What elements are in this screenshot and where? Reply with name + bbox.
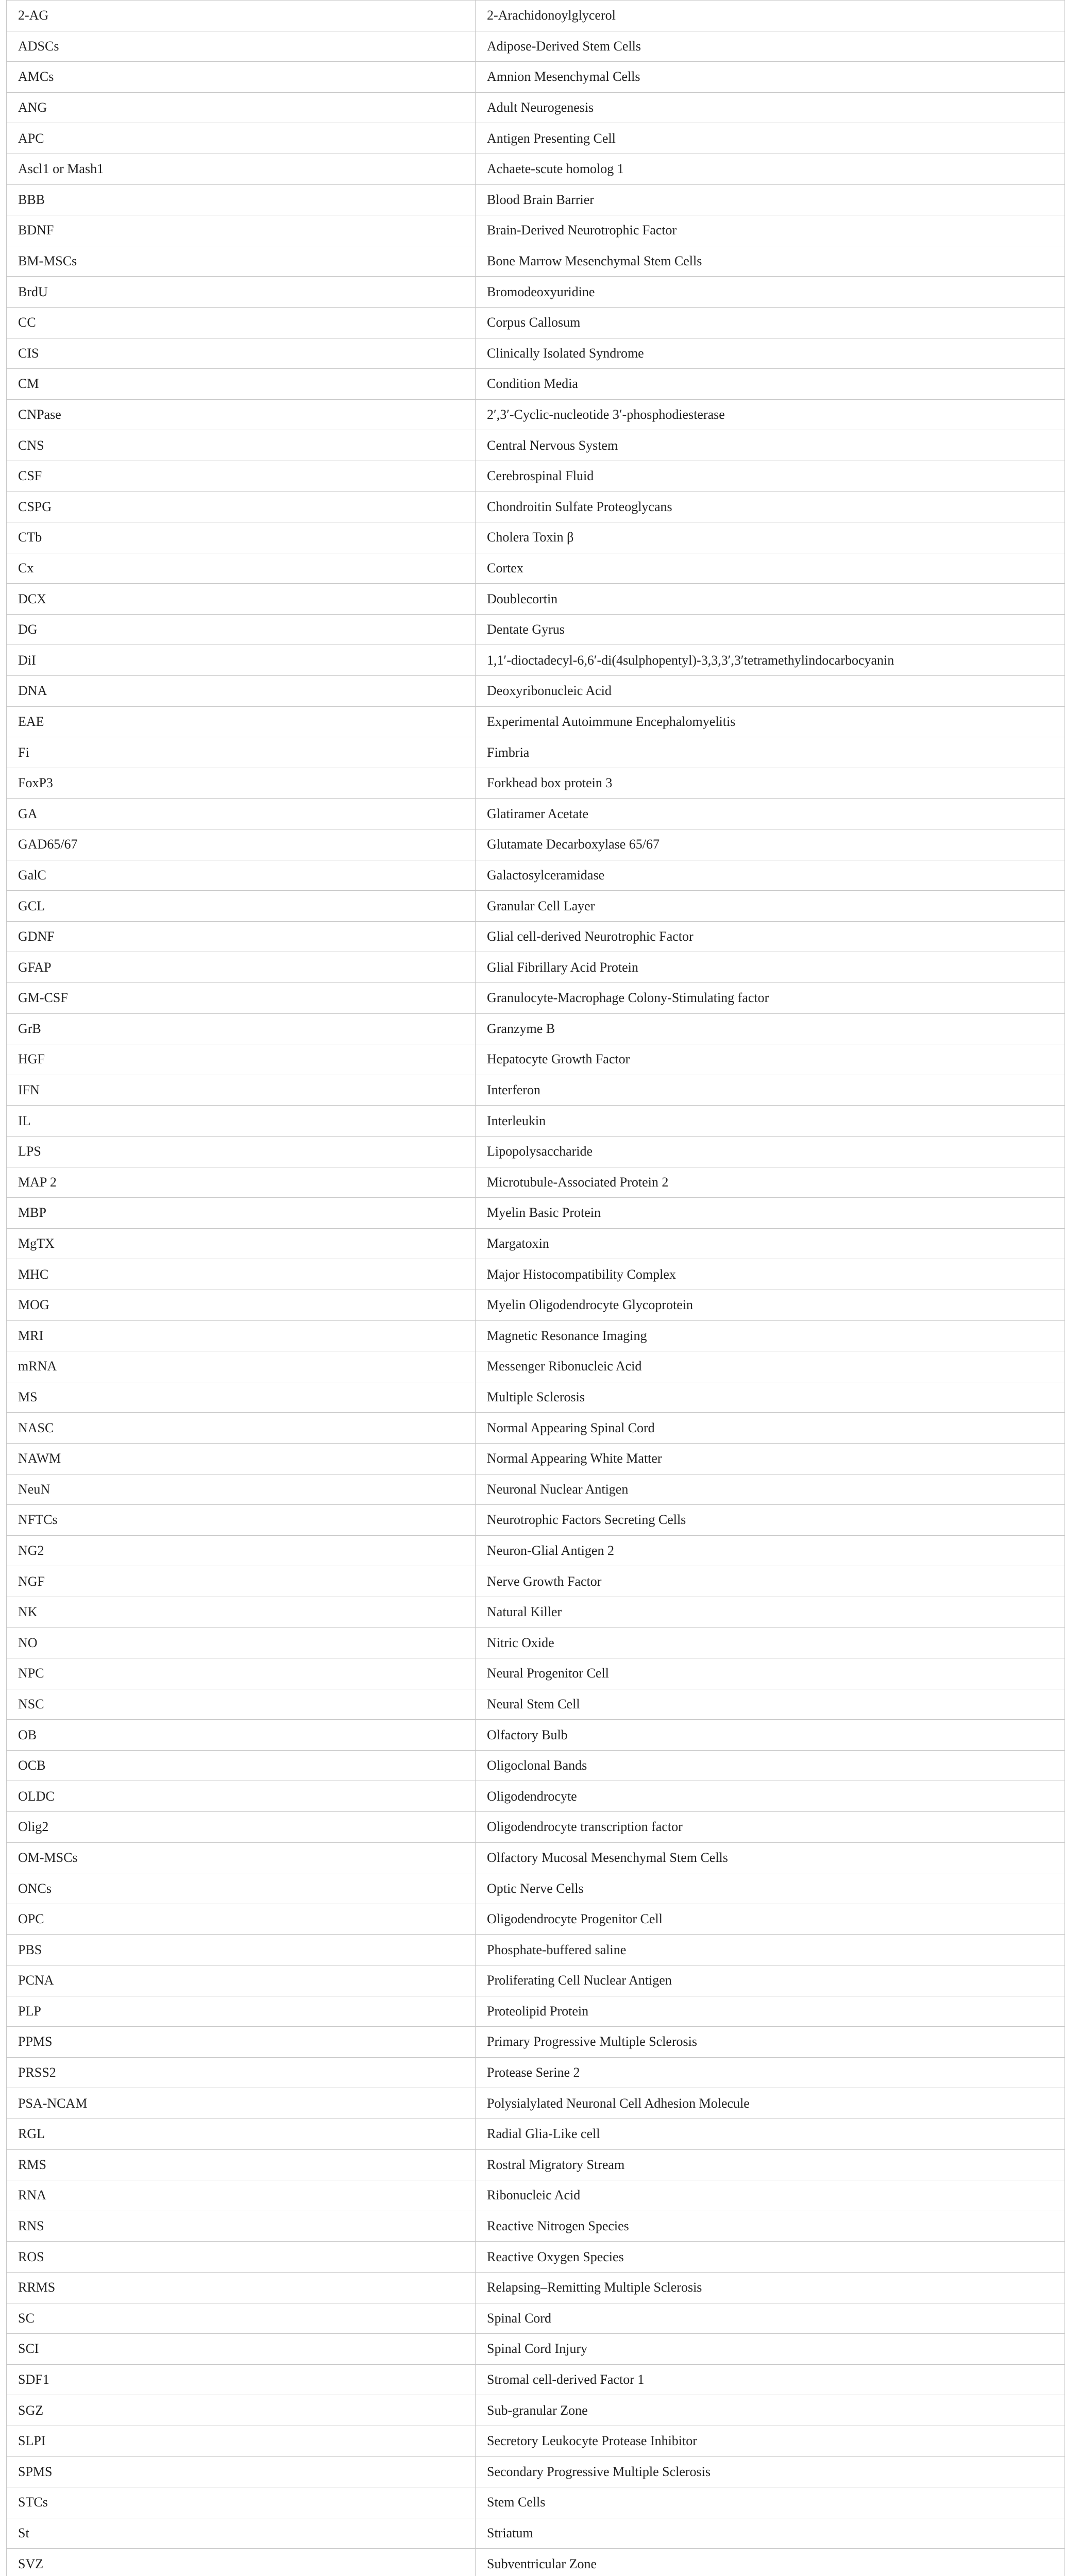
definition-cell: Messenger Ribonucleic Acid (476, 1351, 1065, 1382)
table-row (7, 921, 1065, 952)
table-row (7, 983, 1065, 1014)
table-row (7, 522, 1065, 553)
definition-cell: Dentate Gyrus (476, 614, 1065, 645)
definition-cell: 2-Arachidonoylglycerol (476, 1, 1065, 31)
table-row (7, 860, 1065, 891)
abbreviation-cell: ANG (7, 92, 476, 123)
definition-cell: Subventricular Zone (476, 2549, 1065, 2576)
table-row (7, 2119, 1065, 2149)
table-row (7, 2057, 1065, 2088)
abbreviation-cell: SC (7, 2303, 476, 2334)
abbreviation-cell: MAP 2 (7, 1167, 476, 1198)
abbreviation-cell: GalC (7, 860, 476, 891)
abbreviation-cell: MHC (7, 1259, 476, 1290)
definition-cell: Normal Appearing White Matter (476, 1443, 1065, 1474)
table-row (7, 1351, 1065, 1382)
abbreviation-cell: BrdU (7, 277, 476, 308)
abbreviation-cell: BBB (7, 184, 476, 215)
abbreviations-table (6, 0, 1065, 2576)
abbreviation-cell: OLDC (7, 1781, 476, 1812)
abbreviation-cell: St (7, 2518, 476, 2549)
table-row (7, 1781, 1065, 1812)
definition-cell: Spinal Cord Injury (476, 2334, 1065, 2365)
abbreviation-cell: 2-AG (7, 1, 476, 31)
table-row (7, 1935, 1065, 1965)
abbreviations-container (6, 0, 1064, 2576)
abbreviations-table-body (7, 1, 1065, 2576)
definition-cell: 2′,3′-Cyclic-nucleotide 3′-phosphodiesterase (476, 399, 1065, 430)
definition-cell: Neurotrophic Factors Secreting Cells (476, 1505, 1065, 1536)
table-row (7, 1075, 1065, 1106)
definition-cell: Neural Stem Cell (476, 1689, 1065, 1720)
table-row (7, 2088, 1065, 2119)
table-row (7, 614, 1065, 645)
table-row (7, 2518, 1065, 2549)
definition-cell: Achaete-scute homolog 1 (476, 154, 1065, 184)
table-row (7, 399, 1065, 430)
table-row (7, 829, 1065, 860)
abbreviation-cell: NK (7, 1597, 476, 1628)
table-row (7, 2211, 1065, 2242)
abbreviation-cell: RNS (7, 2211, 476, 2242)
definition-cell: Bone Marrow Mesenchymal Stem Cells (476, 246, 1065, 277)
definition-cell: Radial Glia-Like cell (476, 2119, 1065, 2149)
abbreviation-cell: EAE (7, 706, 476, 737)
definition-cell: Normal Appearing Spinal Cord (476, 1413, 1065, 1444)
abbreviation-cell: NG2 (7, 1535, 476, 1566)
table-row (7, 1812, 1065, 1843)
abbreviation-cell: SVZ (7, 2549, 476, 2576)
definition-cell: Glial Fibrillary Acid Protein (476, 952, 1065, 983)
table-row (7, 2426, 1065, 2456)
abbreviation-cell: LPS (7, 1136, 476, 1167)
abbreviation-cell: GAD65/67 (7, 829, 476, 860)
abbreviation-cell: SCI (7, 2334, 476, 2365)
definition-cell: Oligodendrocyte (476, 1781, 1065, 1812)
table-row (7, 1842, 1065, 1873)
abbreviation-cell: Olig2 (7, 1812, 476, 1843)
abbreviation-cell: PLP (7, 1996, 476, 2027)
table-row (7, 215, 1065, 246)
table-row (7, 2242, 1065, 2273)
definition-cell: Nitric Oxide (476, 1628, 1065, 1658)
definition-cell: Polysialylated Neuronal Cell Adhesion Molecule (476, 2088, 1065, 2119)
abbreviation-cell: PPMS (7, 2027, 476, 2058)
definition-cell: Glutamate Decarboxylase 65/67 (476, 829, 1065, 860)
abbreviation-cell: DCX (7, 584, 476, 615)
table-row (7, 584, 1065, 615)
abbreviation-cell: ADSCs (7, 31, 476, 62)
definition-cell: Myelin Basic Protein (476, 1198, 1065, 1229)
definition-cell: Doublecortin (476, 584, 1065, 615)
abbreviation-cell: RMS (7, 2149, 476, 2180)
abbreviation-cell: PRSS2 (7, 2057, 476, 2088)
table-row (7, 1996, 1065, 2027)
table-row (7, 952, 1065, 983)
table-row (7, 1167, 1065, 1198)
definition-cell: Condition Media (476, 369, 1065, 400)
abbreviation-cell: CM (7, 369, 476, 400)
abbreviation-cell: STCs (7, 2487, 476, 2518)
table-row (7, 706, 1065, 737)
abbreviation-cell: CSPG (7, 492, 476, 522)
definition-cell: Granular Cell Layer (476, 891, 1065, 922)
abbreviation-cell: MRI (7, 1320, 476, 1351)
definition-cell: Optic Nerve Cells (476, 1873, 1065, 1904)
definition-cell: Cerebrospinal Fluid (476, 461, 1065, 492)
table-row (7, 123, 1065, 154)
definition-cell: Lipopolysaccharide (476, 1136, 1065, 1167)
definition-cell: Magnetic Resonance Imaging (476, 1320, 1065, 1351)
abbreviation-cell: CTb (7, 522, 476, 553)
table-row (7, 1535, 1065, 1566)
table-row (7, 62, 1065, 93)
abbreviation-cell: MOG (7, 1290, 476, 1320)
definition-cell: Hepatocyte Growth Factor (476, 1044, 1065, 1075)
definition-cell: Oligodendrocyte transcription factor (476, 1812, 1065, 1843)
abbreviation-cell: MBP (7, 1198, 476, 1229)
table-row (7, 1658, 1065, 1689)
table-row (7, 1413, 1065, 1444)
abbreviation-cell: OPC (7, 1904, 476, 1935)
definition-cell: Major Histocompatibility Complex (476, 1259, 1065, 1290)
abbreviation-cell: HGF (7, 1044, 476, 1075)
abbreviation-cell: GA (7, 799, 476, 829)
table-row (7, 31, 1065, 62)
abbreviation-cell: SLPI (7, 2426, 476, 2456)
table-row (7, 2364, 1065, 2395)
table-row (7, 1628, 1065, 1658)
abbreviation-cell: Fi (7, 737, 476, 768)
abbreviation-cell: NFTCs (7, 1505, 476, 1536)
table-row (7, 1136, 1065, 1167)
definition-cell: Protease Serine 2 (476, 2057, 1065, 2088)
abbreviation-cell: GCL (7, 891, 476, 922)
definition-cell: Relapsing–Remitting Multiple Sclerosis (476, 2272, 1065, 2303)
definition-cell: Adult Neurogenesis (476, 92, 1065, 123)
definition-cell: Neural Progenitor Cell (476, 1658, 1065, 1689)
table-row (7, 277, 1065, 308)
definition-cell: Neuron-Glial Antigen 2 (476, 1535, 1065, 1566)
definition-cell: Granulocyte-Macrophage Colony-Stimulating factor (476, 983, 1065, 1014)
definition-cell: Oligoclonal Bands (476, 1750, 1065, 1781)
definition-cell: Phosphate-buffered saline (476, 1935, 1065, 1965)
table-row (7, 2395, 1065, 2426)
table-row (7, 799, 1065, 829)
abbreviation-cell: PBS (7, 1935, 476, 1965)
abbreviation-cell: MS (7, 1382, 476, 1413)
abbreviation-cell: RGL (7, 2119, 476, 2149)
definition-cell: Nerve Growth Factor (476, 1566, 1065, 1597)
abbreviation-cell: DNA (7, 676, 476, 707)
abbreviation-cell: Ascl1 or Mash1 (7, 154, 476, 184)
definition-cell: Microtubule-Associated Protein 2 (476, 1167, 1065, 1198)
definition-cell: Clinically Isolated Syndrome (476, 338, 1065, 369)
definition-cell: Cholera Toxin β (476, 522, 1065, 553)
abbreviation-cell: OCB (7, 1750, 476, 1781)
table-row (7, 645, 1065, 676)
abbreviation-cell: AMCs (7, 62, 476, 93)
table-row (7, 676, 1065, 707)
abbreviation-cell: CNPase (7, 399, 476, 430)
definition-cell: Experimental Autoimmune Encephalomyelitis (476, 706, 1065, 737)
definition-cell: Stromal cell-derived Factor 1 (476, 2364, 1065, 2395)
abbreviation-cell: CNS (7, 430, 476, 461)
definition-cell: Blood Brain Barrier (476, 184, 1065, 215)
definition-cell: Stem Cells (476, 2487, 1065, 2518)
table-row (7, 1443, 1065, 1474)
abbreviation-cell: NAWM (7, 1443, 476, 1474)
table-row (7, 246, 1065, 277)
abbreviation-cell: mRNA (7, 1351, 476, 1382)
table-row (7, 2027, 1065, 2058)
table-row (7, 1, 1065, 31)
table-row (7, 1382, 1065, 1413)
definition-cell: Sub-granular Zone (476, 2395, 1065, 2426)
abbreviation-cell: DiI (7, 645, 476, 676)
definition-cell: 1,1′-dioctadecyl-6,6′-di(4sulphopentyl)-3,3,3′,3′tetramethylindocarbocyanin (476, 645, 1065, 676)
definition-cell: Bromodeoxyuridine (476, 277, 1065, 308)
table-row (7, 1013, 1065, 1044)
abbreviation-cell: PCNA (7, 1965, 476, 1996)
table-row (7, 891, 1065, 922)
definition-cell: Natural Killer (476, 1597, 1065, 1628)
table-row (7, 1505, 1065, 1536)
definition-cell: Olfactory Mucosal Mesenchymal Stem Cells (476, 1842, 1065, 1873)
table-row (7, 2180, 1065, 2211)
abbreviation-cell: IFN (7, 1075, 476, 1106)
abbreviation-cell: OB (7, 1720, 476, 1751)
abbreviation-cell: FoxP3 (7, 768, 476, 799)
abbreviation-cell: ROS (7, 2242, 476, 2273)
table-row (7, 1873, 1065, 1904)
table-row (7, 1320, 1065, 1351)
definition-cell: Glial cell-derived Neurotrophic Factor (476, 921, 1065, 952)
abbreviation-cell: IL (7, 1106, 476, 1137)
table-row (7, 154, 1065, 184)
abbreviation-cell: SDF1 (7, 2364, 476, 2395)
table-row (7, 1597, 1065, 1628)
table-row (7, 737, 1065, 768)
abbreviation-cell: CC (7, 307, 476, 338)
table-row (7, 461, 1065, 492)
abbreviation-cell: SGZ (7, 2395, 476, 2426)
definition-cell: Interferon (476, 1075, 1065, 1106)
definition-cell: Fimbria (476, 737, 1065, 768)
definition-cell: Forkhead box protein 3 (476, 768, 1065, 799)
definition-cell: Central Nervous System (476, 430, 1065, 461)
definition-cell: Primary Progressive Multiple Sclerosis (476, 2027, 1065, 2058)
definition-cell: Reactive Nitrogen Species (476, 2211, 1065, 2242)
definition-cell: Cortex (476, 553, 1065, 584)
table-row (7, 338, 1065, 369)
table-row (7, 369, 1065, 400)
definition-cell: Reactive Oxygen Species (476, 2242, 1065, 2273)
definition-cell: Amnion Mesenchymal Cells (476, 62, 1065, 93)
table-row (7, 1750, 1065, 1781)
definition-cell: Adipose-Derived Stem Cells (476, 31, 1065, 62)
abbreviation-cell: NASC (7, 1413, 476, 1444)
table-row (7, 1965, 1065, 1996)
definition-cell: Margatoxin (476, 1228, 1065, 1259)
definition-cell: Rostral Migratory Stream (476, 2149, 1065, 2180)
abbreviation-cell: NSC (7, 1689, 476, 1720)
abbreviation-cell: CIS (7, 338, 476, 369)
table-row (7, 2334, 1065, 2365)
definition-cell: Secondary Progressive Multiple Sclerosis (476, 2456, 1065, 2487)
table-row (7, 768, 1065, 799)
table-row (7, 1566, 1065, 1597)
abbreviation-cell: GM-CSF (7, 983, 476, 1014)
table-row (7, 1228, 1065, 1259)
table-row (7, 1720, 1065, 1751)
abbreviation-cell: RNA (7, 2180, 476, 2211)
definition-cell: Olfactory Bulb (476, 1720, 1065, 1751)
definition-cell: Glatiramer Acetate (476, 799, 1065, 829)
table-row (7, 2303, 1065, 2334)
definition-cell: Proteolipid Protein (476, 1996, 1065, 2027)
abbreviation-cell: BDNF (7, 215, 476, 246)
definition-cell: Multiple Sclerosis (476, 1382, 1065, 1413)
table-row (7, 2149, 1065, 2180)
definition-cell: Antigen Presenting Cell (476, 123, 1065, 154)
definition-cell: Oligodendrocyte Progenitor Cell (476, 1904, 1065, 1935)
table-row (7, 2487, 1065, 2518)
abbreviation-cell: NO (7, 1628, 476, 1658)
table-row (7, 2272, 1065, 2303)
abbreviation-cell: GrB (7, 1013, 476, 1044)
abbreviation-cell: APC (7, 123, 476, 154)
table-row (7, 2456, 1065, 2487)
abbreviation-cell: NGF (7, 1566, 476, 1597)
definition-cell: Ribonucleic Acid (476, 2180, 1065, 2211)
table-row (7, 430, 1065, 461)
table-row (7, 492, 1065, 522)
table-row (7, 1044, 1065, 1075)
definition-cell: Proliferating Cell Nuclear Antigen (476, 1965, 1065, 1996)
definition-cell: Corpus Callosum (476, 307, 1065, 338)
table-row (7, 1474, 1065, 1505)
table-row (7, 1290, 1065, 1320)
definition-cell: Deoxyribonucleic Acid (476, 676, 1065, 707)
definition-cell: Spinal Cord (476, 2303, 1065, 2334)
abbreviation-cell: OM-MSCs (7, 1842, 476, 1873)
definition-cell: Chondroitin Sulfate Proteoglycans (476, 492, 1065, 522)
abbreviation-cell: ONCs (7, 1873, 476, 1904)
abbreviation-cell: SPMS (7, 2456, 476, 2487)
definition-cell: Brain-Derived Neurotrophic Factor (476, 215, 1065, 246)
definition-cell: Secretory Leukocyte Protease Inhibitor (476, 2426, 1065, 2456)
abbreviation-cell: NPC (7, 1658, 476, 1689)
table-row (7, 307, 1065, 338)
definition-cell: Galactosylceramidase (476, 860, 1065, 891)
table-row (7, 1106, 1065, 1137)
table-row (7, 1259, 1065, 1290)
abbreviation-cell: RRMS (7, 2272, 476, 2303)
table-row (7, 92, 1065, 123)
table-row (7, 1904, 1065, 1935)
definition-cell: Granzyme B (476, 1013, 1065, 1044)
definition-cell: Striatum (476, 2518, 1065, 2549)
definition-cell: Interleukin (476, 1106, 1065, 1137)
table-row (7, 1198, 1065, 1229)
abbreviation-cell: MgTX (7, 1228, 476, 1259)
table-row (7, 1689, 1065, 1720)
table-row (7, 184, 1065, 215)
abbreviation-cell: NeuN (7, 1474, 476, 1505)
abbreviation-cell: DG (7, 614, 476, 645)
definition-cell: Myelin Oligodendrocyte Glycoprotein (476, 1290, 1065, 1320)
definition-cell: Neuronal Nuclear Antigen (476, 1474, 1065, 1505)
abbreviation-cell: PSA-NCAM (7, 2088, 476, 2119)
abbreviation-cell: CSF (7, 461, 476, 492)
abbreviation-cell: Cx (7, 553, 476, 584)
abbreviation-cell: GDNF (7, 921, 476, 952)
table-row (7, 553, 1065, 584)
abbreviation-cell: BM-MSCs (7, 246, 476, 277)
abbreviation-cell: GFAP (7, 952, 476, 983)
table-row (7, 2549, 1065, 2576)
